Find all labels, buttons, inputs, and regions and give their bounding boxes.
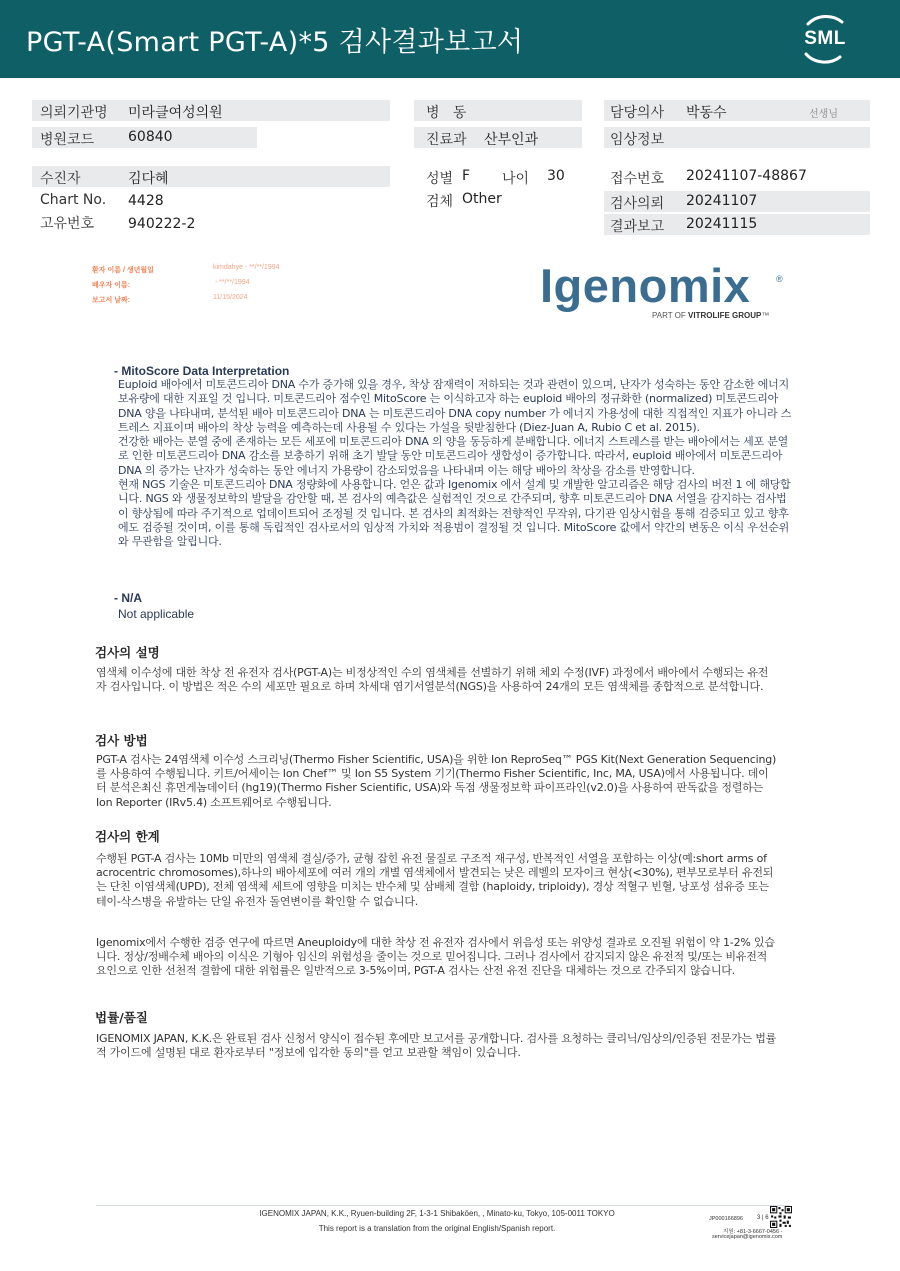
limits-text-2: Igenomix에서 수행한 검증 연구에 따르면 Aneuploidy에 대한 착상 전 유전자 검사에서 위음성 또는 위양성 결과로 오진될 위험이 약 1-2% 있습니다. 정상/정배수체 배아의 이식은 기형아 임신의 위험성을 줄이는 것으로 믿어집니다. 그러나 검사에서 감지되지 않은 유전적 및/또는 비유전적 요인으로 인한 선천적 결함에 대한 위험률은 일반적으로 3-5%이며, PGT-A 검사는 산전 유전 진단을 대체하는 것으로 간주되지 않습니다. bbox=[96, 936, 775, 978]
footer-translation-note: This report is a translation from the original English/Spanish report. bbox=[318, 1224, 556, 1233]
institution-value: 미라클여성의원 bbox=[128, 105, 223, 121]
mitoscore-section bbox=[114, 364, 794, 550]
chart-no-label: Chart No. bbox=[40, 192, 107, 208]
meta-date-label: 보고서 날짜: bbox=[92, 297, 131, 304]
sml-logo-text: SML bbox=[804, 28, 846, 49]
clinical-label: 임상정보 bbox=[610, 132, 665, 148]
report-date-label: 결과보고 bbox=[610, 219, 665, 235]
chart-no-value: 4428 bbox=[128, 193, 164, 209]
qr-code-icon bbox=[770, 1206, 792, 1228]
footer-doc-code: JP000166896 bbox=[709, 1216, 743, 1222]
specimen-label: 검체 bbox=[426, 194, 454, 210]
mitoscore-paragraph: 현재 NGS 기술은 미토콘드리아 DNA 정량화에 사용합니다. 얻은 값과 Igenomix 에서 설계 및 개발한 알고리즘은 해당 검사의 버전 1 에 해당합니다. NGS 와 생물정보학의 발달을 감안할 때, 본 검사의 예측값은 실험적인 것으로 간주되며, 향후 미토콘드리아 DNA 서열을 감지하는 검사법이 향상됨에 따라 주기적으로 업데이트되어 조정될 것 입니다. 본 검사의 최적화는 전향적인 무작위, 다기관 임상시험을 통해 검증되고 있고 향후에도 검증될 것이며, 이를 통해 독립적인 검사로서의 임상적 가치와 적용범이 결정될 것 입니다. MitoScore 값에서 약간의 변동은 이식 우선순위와 무관함을 알립니다. bbox=[118, 478, 791, 549]
meta-patient-value: kimdahye - **/**/1994 bbox=[213, 264, 280, 271]
limits-heading: 검사의 한계 bbox=[95, 829, 160, 844]
id-no-value: 940222-2 bbox=[128, 216, 196, 232]
patient-name-label: 수진자 bbox=[40, 171, 81, 187]
footer-divider bbox=[96, 1205, 790, 1206]
method-text: PGT-A 검사는 24염색체 이수성 스크리닝(Thermo Fisher Scientific, USA)을 위한 Ion ReproSeq™ PGS Kit(Next Generation Sequencing)를 사용하여 수행됩니다. 키트/어세이는 Ion Chef™ 및 Ion S5 System 기기(Thermo Fisher Scientific, Inc, MA, USA)에서 사용됩니다. 데이터 분석은최신 휴먼게놈데이터 (hg19)(Thermo Fisher Scientific, USA)와 독점 생물정보학 파이프라인(v2.0)을 사용하여 판독값을 정렬하는 Ion Reporter (IRv5.4) 소프트웨어로 수행됩니다. bbox=[96, 753, 777, 809]
age-value: 30 bbox=[547, 168, 565, 184]
tagline-brand: VITROLIFE GROUP bbox=[688, 311, 762, 320]
doctor-value: 박동수 bbox=[686, 105, 727, 121]
footer-tel: 지원: +81-3-6667-0456 - bbox=[723, 1229, 783, 1235]
method-heading: 검사 방법 bbox=[95, 733, 148, 748]
receipt-no-label: 접수번호 bbox=[610, 171, 665, 187]
report-date-value: 20241115 bbox=[686, 216, 758, 232]
info-band-patient-name bbox=[32, 166, 390, 187]
id-no-label: 고유번호 bbox=[40, 216, 95, 232]
meta-partner-label: 배우자 이름: bbox=[92, 282, 131, 289]
igenomix-tagline bbox=[652, 311, 769, 320]
institution-label: 의뢰기관명 bbox=[40, 105, 108, 121]
mitoscore-paragraph: Euploid 배아에서 미토콘드리아 DNA 수가 증가해 있을 경우, 착상 잠재력이 저하되는 것과 관련이 있으며, 난자가 성숙하는 동안 감소한 에너지 보유량에 대한 지표일 것 입니다. 미토콘드리아 점수인 MitoScore 는 이식하고자 하는 euploid 배아의 정규화한 (normalized) 미토콘드리아 DNA 양을 나타내며, 분석된 배아 미토콘드리아 DNA 는 미토콘드리아 DNA copy number 가 에너지 가용성에 대한 직접적인 지표가 아니라 스트레스 지표이며 배아의 착상 능력을 예측하는데 사용될 수 있다는 가설을 뒷받침한다 (Diez-Juan A, Rubio C et al. 2015). bbox=[118, 378, 792, 434]
report-header bbox=[0, 0, 900, 78]
hospital-code-label: 병원코드 bbox=[40, 132, 95, 148]
hospital-code-value: 60840 bbox=[128, 129, 173, 145]
meta-date-value: 11/15/2024 bbox=[213, 294, 248, 301]
meta-patient-label: 환자 이름 / 생년월일 bbox=[92, 267, 154, 274]
request-date-value: 20241107 bbox=[686, 193, 758, 209]
meta-partner-value: - **/**/1994 bbox=[213, 279, 250, 286]
tagline-tm: ™ bbox=[761, 311, 770, 320]
igenomix-registered-mark: ® bbox=[776, 274, 783, 284]
description-heading: 검사의 설명 bbox=[95, 645, 160, 660]
department-label: 진료과 bbox=[426, 132, 467, 148]
request-date-label: 검사의뢰 bbox=[610, 196, 665, 212]
description-text: 염색체 이수성에 대한 착상 전 유전자 검사(PGT-A)는 비정상적인 수의 염색체를 선별하기 위해 체외 수정(IVF) 과정에서 배아에서 수행되는 유전자 검사입니다. 이 방법은 적은 수의 세포만 필요로 하며 차세대 염기서열분석(NGS)을 사용하여 24개의 모든 염색체를 종합적으로 분석합니다. bbox=[96, 666, 769, 694]
department-value: 산부인과 bbox=[484, 132, 539, 148]
mitoscore-body bbox=[114, 378, 794, 550]
age-label: 나이 bbox=[502, 171, 530, 187]
receipt-no-value: 20241107-48867 bbox=[686, 168, 807, 184]
mitoscore-paragraph: 건강한 배아는 분열 중에 존재하는 모든 세포에 미토콘드리아 DNA 의 양을 동등하게 분배합니다. 에너지 스트레스를 받는 배아에서는 세포 분열로 인한 미토콘드리아 DNA 감소를 보충하기 위해 초기 발달 동안 미토콘드리아 생합성이 증가합니다. 따라서, euploid 배아에서 미토콘드리아 DNA 의 증가는 난자가 성숙하는 동안 에너지 가용량이 감소되었음을 나타내며 이는 해당 배아의 착상을 감소를 반영합니다. bbox=[118, 435, 789, 477]
patient-name-value: 김다혜 bbox=[128, 171, 169, 187]
ward-label: 병 동 bbox=[426, 105, 467, 121]
tagline-prefix: PART OF bbox=[652, 311, 686, 320]
na-heading: - N/A bbox=[114, 591, 142, 605]
doctor-label: 담당의사 bbox=[610, 105, 665, 121]
na-text: Not applicable bbox=[118, 607, 195, 621]
footer-email: servicejapan@igenomix.com bbox=[712, 1234, 783, 1240]
legal-heading: 법률/품질 bbox=[95, 1010, 148, 1025]
sex-value: F bbox=[462, 168, 471, 184]
report-title: PGT-A(Smart PGT-A)*5 검사결과보고서 bbox=[26, 27, 524, 58]
legal-text: IGENOMIX JAPAN, K.K.은 완료된 검사 신청서 양식이 접수된 후에만 보고서를 공개합니다. 검사를 요청하는 클리닉/임상의/인증된 전문가는 법률적 가이드에 설명된 대로 환자로부터 "정보에 입각한 동의"를 얻고 보관할 책임이 있습니다. bbox=[96, 1032, 777, 1060]
limits-text-1: 수행된 PGT-A 검사는 10Mb 미만의 염색체 결실/증가, 균형 잡힌 유전 물질로 구조적 재구성, 반복적인 서열을 포함하는 이상(예:short arms of acrocentric chromosomes),하나의 배아세포에 여러 개의 개별 염색체에서 발견되는 낮은 레벨의 모자이크 현상(<30%), 편부모로부터 유전되는 단친 이염색체(UPD), 전체 염색체 세트에 영향을 미치는 반수체 및 삼배체 결함 (haploidy, triploidy), 경상 적혈구 빈혈, 낭포성 섬유증 또는 테이-삭스병을 유발하는 단일 유전자 돌연변이를 확인할 수 없습니다. bbox=[96, 852, 774, 908]
sex-label: 성별 bbox=[426, 171, 454, 187]
doctor-suffix: 선생님 bbox=[809, 109, 838, 120]
footer-page-number: 3 | 6 bbox=[757, 1215, 769, 1221]
mitoscore-heading: - MitoScore Data Interpretation bbox=[114, 364, 290, 378]
footer-address: IGENOMIX JAPAN, K.K., Ryuen-building 2F, 1-3-1 Shibakōen, , Minato-ku, Tokyo, 105-0011 TOKYO bbox=[259, 1209, 615, 1218]
specimen-value: Other bbox=[462, 191, 502, 207]
igenomix-wordmark: Igenomix bbox=[540, 259, 751, 312]
